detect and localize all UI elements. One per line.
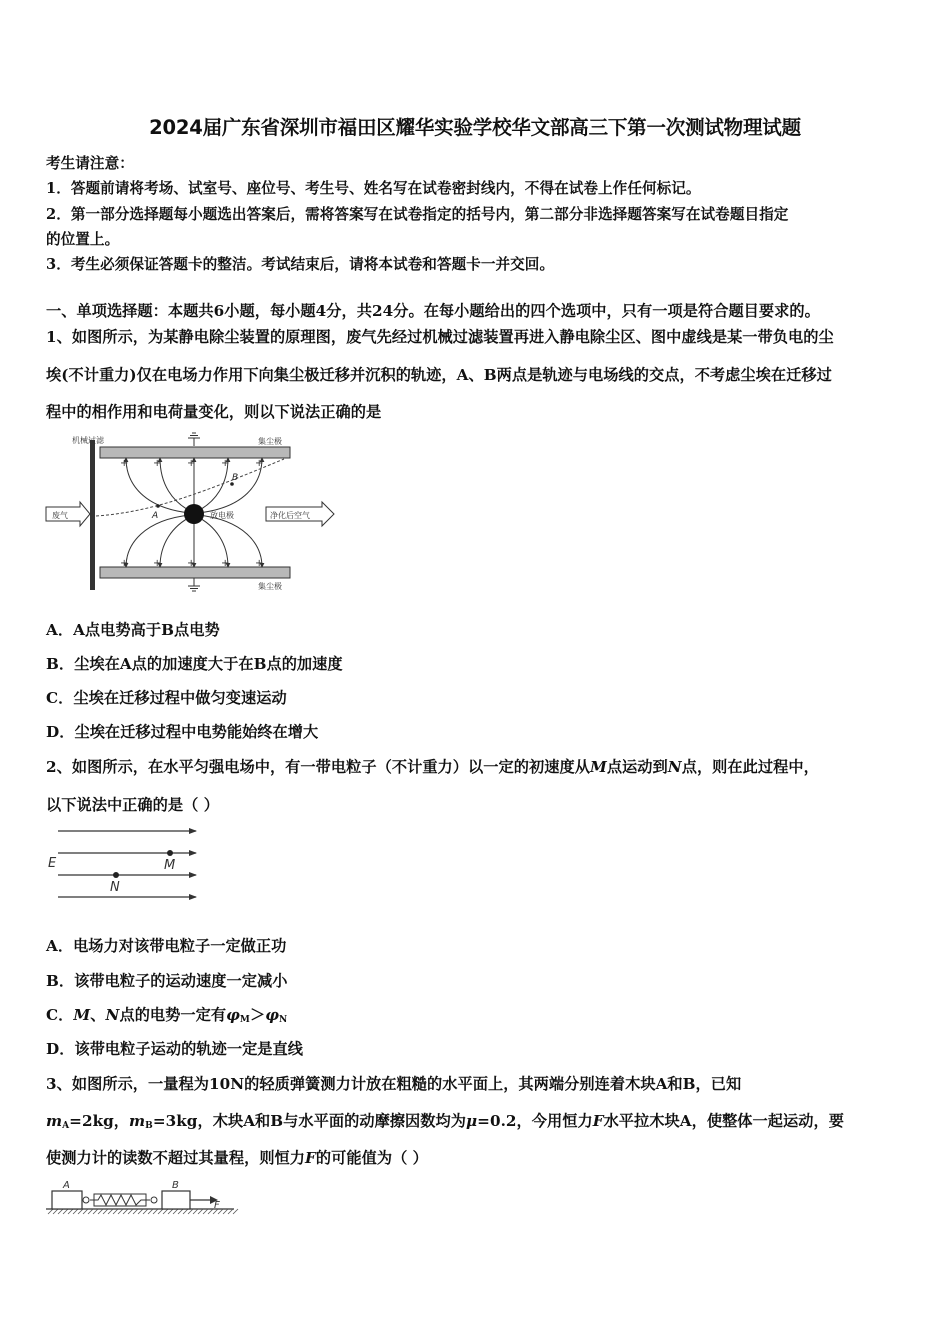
svg-text:+: + xyxy=(221,458,230,469)
q2-option-c: C．M、N点的电势一定有$\varphi_M>\varphi_N$ xyxy=(46,1006,288,1025)
q3-line-1: 3、如图所示，一量程为10N的轻质弹簧测力计放在粗糙的水平面上，其两端分别连着木块A和B，已知 xyxy=(46,1075,742,1093)
q2-figure xyxy=(44,822,204,902)
hatch-mark xyxy=(68,1209,73,1214)
top-collector-plate xyxy=(100,447,290,458)
q1-option-d: D．尘埃在迁移过程中电势能始终在增大 xyxy=(46,723,319,741)
hatch-mark xyxy=(133,1209,138,1214)
q1-figure xyxy=(44,432,344,598)
q2-option-d: D．该带电粒子运动的轨迹一定是直线 xyxy=(46,1040,304,1058)
svg-text:+: + xyxy=(153,558,162,569)
inlet-label: 废气 xyxy=(52,511,68,520)
q1-line-1: 1、如图所示，为某静电除尘装置的原理图，废气先经过机械过滤装置再进入静电除尘区、图中虚线是某一带负电的尘 xyxy=(46,328,834,346)
hatch-mark xyxy=(158,1209,163,1214)
svg-text:+: + xyxy=(187,558,196,569)
hatch-mark xyxy=(58,1209,63,1214)
hatch-mark xyxy=(143,1209,148,1214)
point-b-label: B xyxy=(232,473,239,483)
hatch-mark xyxy=(163,1209,168,1214)
hatch-mark xyxy=(228,1209,233,1214)
page-title: 2024届广东省深圳市福田区耀华实验学校华文部高三下第一次测试物理试题 xyxy=(149,116,801,139)
hatch-mark xyxy=(118,1209,123,1214)
hatch-mark xyxy=(188,1209,193,1214)
q3-line-3: 使测力计的读数不超过其量程，则恒力F的可能值为（ ） xyxy=(46,1149,428,1167)
point-a-dot xyxy=(156,504,160,508)
field-lines-uniform xyxy=(58,831,196,897)
q2-option-a: A．电场力对该带电粒子一定做正功 xyxy=(46,937,287,955)
ground-hatching xyxy=(48,1209,238,1214)
hook-left xyxy=(83,1197,89,1203)
block-a xyxy=(52,1191,82,1209)
hatch-mark xyxy=(128,1209,133,1214)
svg-text:+: + xyxy=(153,458,162,469)
top-plate-label: 集尘极 xyxy=(258,437,282,446)
hatch-mark xyxy=(103,1209,108,1214)
hatch-mark xyxy=(63,1209,68,1214)
hatch-mark xyxy=(98,1209,103,1214)
q1-option-c: C．尘埃在迁移过程中做匀变速运动 xyxy=(46,689,287,707)
hatch-mark xyxy=(123,1209,128,1214)
q1-line-2: 埃(不计重力)仅在电场力作用下向集尘极迁移并沉积的轨迹，A、B两点是轨迹与电场线的交点，不考虑尘埃在迁移过 xyxy=(46,366,832,384)
hatch-mark xyxy=(48,1209,53,1214)
hatch-mark xyxy=(203,1209,208,1214)
hatch-mark xyxy=(193,1209,198,1214)
hatch-mark xyxy=(113,1209,118,1214)
q1-option-a: A．A点电势高于B点电势 xyxy=(46,621,220,639)
hatch-mark xyxy=(183,1209,188,1214)
svg-text:+: + xyxy=(187,458,196,469)
q1-line-3: 程中的相作用和电荷量变化，则以下说法正确的是 xyxy=(46,403,382,421)
svg-text:+: + xyxy=(120,458,129,469)
hook-right xyxy=(151,1197,157,1203)
hatch-mark xyxy=(108,1209,113,1214)
outlet-label: 净化后空气 xyxy=(270,511,310,520)
label-block-a: A xyxy=(63,1180,70,1191)
hatch-mark xyxy=(208,1209,213,1214)
q2-option-b: B．该带电粒子的运动速度一定减小 xyxy=(46,972,288,990)
notice-heading: 考生请注意： xyxy=(46,155,134,172)
hatch-mark xyxy=(138,1209,143,1214)
notice-item-3: 3．考生必须保证答题卡的整洁。考试结束后，请将本试卷和答题卡一并交回。 xyxy=(46,256,555,273)
notice-item-2: 2．第一部分选择题每小题选出答案后，需将答案写在试卷指定的括号内，第二部分非选择题答案写在试卷题目指定 xyxy=(46,206,789,223)
block-b xyxy=(162,1191,190,1209)
hatch-mark xyxy=(178,1209,183,1214)
label-block-b: B xyxy=(172,1180,179,1191)
ground-symbol-top xyxy=(188,433,200,446)
hatch-mark xyxy=(83,1209,88,1214)
hatch-mark xyxy=(78,1209,83,1214)
plus-signs-top xyxy=(120,458,263,469)
notice-item-2-cont: 的位置上。 xyxy=(46,231,120,248)
label-m: M xyxy=(164,858,176,873)
hatch-mark xyxy=(233,1209,238,1214)
filter-wall xyxy=(90,440,95,590)
label-e: E xyxy=(48,856,57,871)
label-n: N xyxy=(110,880,120,895)
svg-text:+: + xyxy=(255,558,264,569)
hatch-mark xyxy=(88,1209,93,1214)
label-force-f: F xyxy=(214,1200,220,1211)
hatch-mark xyxy=(148,1209,153,1214)
svg-text:+: + xyxy=(120,558,129,569)
ground-symbol-bottom xyxy=(188,578,200,591)
bottom-plate-label: 集尘极 xyxy=(258,582,282,591)
hatch-mark xyxy=(173,1209,178,1214)
hatch-mark xyxy=(153,1209,158,1214)
section-heading: 一、单项选择题：本题共6小题，每小题4分，共24分。在每小题给出的四个选项中，只有一项是符合题目要求的。 xyxy=(46,302,820,320)
q2-line-2: 以下说法中正确的是（ ） xyxy=(46,796,219,814)
hatch-mark xyxy=(73,1209,78,1214)
notice-item-1: 1．答题前请将考场、试室号、座位号、考生号、姓名写在试卷密封线内，不得在试卷上作任何标记。 xyxy=(46,180,701,197)
filter-label: 机械过滤 xyxy=(72,436,104,445)
point-n-dot xyxy=(113,872,119,878)
hatch-mark xyxy=(198,1209,203,1214)
hatch-mark xyxy=(223,1209,228,1214)
discharge-electrode xyxy=(184,504,204,524)
q2-line-1: 2、如图所示，在水平匀强电场中，有一带电粒子（不计重力）以一定的初速度从M点运动到N点，则在此过程中， xyxy=(46,758,819,776)
q3-figure xyxy=(44,1176,240,1218)
q3-line-2: $m_A=2kg$，$m_B=3kg$，木块A和B与水平面的动摩擦因数均为μ=0.2，今用恒力F水平拉木块A，使整体一起运动，要 xyxy=(46,1112,844,1131)
svg-text:+: + xyxy=(255,458,264,469)
hatch-mark xyxy=(168,1209,173,1214)
hatch-mark xyxy=(53,1209,58,1214)
point-m-dot xyxy=(167,850,173,856)
q1-option-b: B．尘埃在A点的加速度大于在B点的加速度 xyxy=(46,655,343,673)
electrode-label: 放电极 xyxy=(210,511,234,520)
svg-text:+: + xyxy=(221,558,230,569)
point-a-label: A xyxy=(152,511,159,521)
hatch-mark xyxy=(93,1209,98,1214)
